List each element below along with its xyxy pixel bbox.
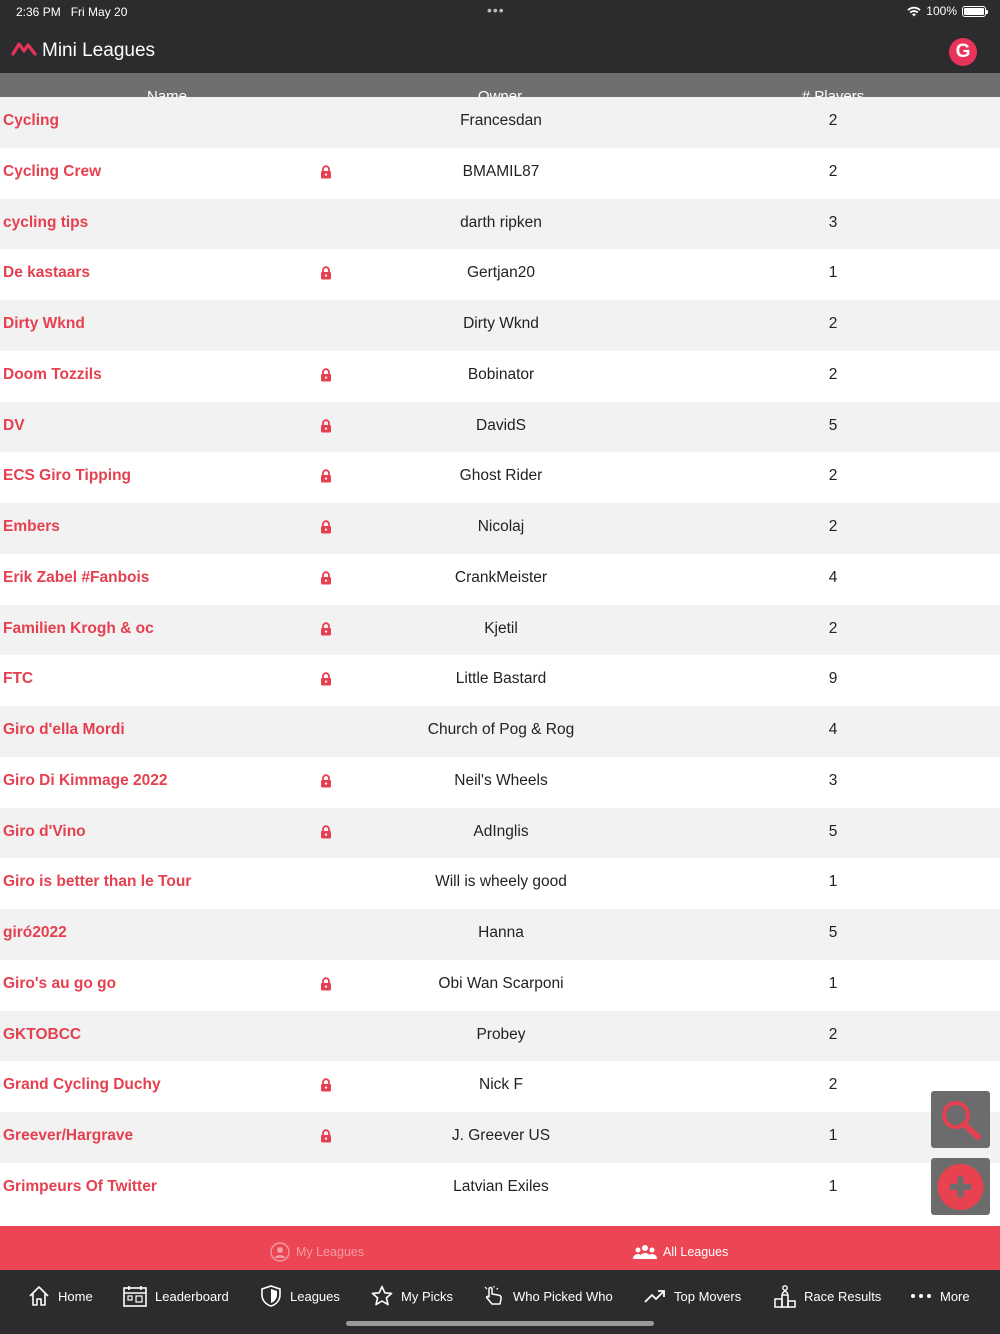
- group-icon: [633, 1243, 657, 1261]
- table-row[interactable]: [0, 300, 1000, 351]
- tab-label-my-picks: My Picks: [401, 1288, 453, 1304]
- table-row[interactable]: [0, 503, 1000, 554]
- add-league-button[interactable]: [931, 1158, 990, 1215]
- league-owner: Will is wheely good: [435, 873, 567, 891]
- league-player-count: 2: [828, 315, 838, 332]
- tab-top-movers[interactable]: [644, 1284, 741, 1308]
- lock-icon: [320, 165, 332, 179]
- segment-label-all-leagues: All Leagues: [663, 1245, 729, 1259]
- league-player-count: 2: [828, 365, 838, 383]
- league-owner: Hanna: [478, 924, 524, 941]
- league-name[interactable]: Cycling: [3, 112, 59, 129]
- lock-icon: [320, 469, 332, 483]
- league-player-count: 1: [828, 264, 838, 282]
- tab-label-leagues: Leagues: [290, 1288, 340, 1304]
- battery-percent: 100%: [926, 4, 957, 18]
- table-row[interactable]: [0, 199, 1000, 250]
- lock-icon: [320, 672, 332, 686]
- league-owner: Gertjan20: [466, 264, 536, 282]
- tab-label-top-movers: Top Movers: [674, 1288, 742, 1304]
- person-icon: [270, 1242, 290, 1262]
- segment-my-leagues[interactable]: [270, 1226, 364, 1270]
- league-name[interactable]: DV: [3, 416, 25, 434]
- league-name[interactable]: Greever/Hargrave: [3, 1127, 134, 1144]
- lock-icon: [320, 266, 332, 280]
- table-row[interactable]: [0, 858, 1000, 909]
- status-right: [907, 4, 986, 18]
- trending-up-icon: [644, 1285, 666, 1307]
- league-owner: AdInglis: [473, 822, 529, 840]
- league-player-count: 1: [828, 1177, 838, 1195]
- table-row[interactable]: [0, 808, 1000, 859]
- tab-leaderboard[interactable]: [123, 1284, 229, 1308]
- league-name[interactable]: Giro d'ella Mordi: [3, 721, 125, 738]
- league-owner: BMAMIL87: [462, 162, 540, 180]
- tab-race-results[interactable]: [774, 1284, 881, 1308]
- tab-more[interactable]: [910, 1284, 970, 1308]
- lock-icon: [320, 1078, 332, 1092]
- app-logo-icon: [12, 40, 36, 56]
- league-filter-segments: [0, 1226, 1000, 1270]
- league-name[interactable]: Embers: [3, 518, 60, 535]
- league-player-count: 1: [828, 873, 838, 891]
- table-row[interactable]: [0, 452, 1000, 503]
- tab-label-home: Home: [58, 1288, 93, 1304]
- calendar-leaderboard-icon: [123, 1285, 147, 1307]
- league-name[interactable]: Giro's au go go: [3, 974, 117, 992]
- tab-label-more: More: [940, 1288, 970, 1304]
- search-icon: [931, 1091, 990, 1148]
- battery-icon: [962, 6, 986, 17]
- tab-home[interactable]: [28, 1284, 93, 1308]
- page-title: Mini Leagues: [42, 40, 156, 61]
- lock-icon: [320, 571, 332, 585]
- league-player-count: 5: [828, 924, 838, 941]
- tab-who-picked-who[interactable]: [483, 1284, 613, 1308]
- league-rows: [0, 97, 1000, 1214]
- league-name[interactable]: Giro is better than le Tour: [3, 873, 192, 891]
- league-owner: Latvian Exiles: [453, 1177, 549, 1195]
- table-row[interactable]: [0, 554, 1000, 605]
- league-player-count: 1: [828, 974, 838, 992]
- table-row[interactable]: [0, 148, 1000, 199]
- segment-all-leagues[interactable]: [633, 1226, 728, 1270]
- league-owner: Bobinator: [467, 365, 535, 383]
- more-dots-icon: [910, 1291, 932, 1301]
- tab-label-race-results: Race Results: [804, 1288, 882, 1304]
- league-name[interactable]: FTC: [3, 670, 34, 688]
- league-owner: CrankMeister: [454, 568, 548, 586]
- tab-label-leaderboard: Leaderboard: [155, 1288, 229, 1304]
- league-name[interactable]: Dirty Wknd: [3, 315, 85, 332]
- table-row[interactable]: [0, 402, 1000, 453]
- league-owner: Ghost Rider: [459, 467, 543, 485]
- lock-icon: [320, 825, 332, 839]
- table-row[interactable]: [0, 1061, 1000, 1112]
- table-row[interactable]: [0, 249, 1000, 300]
- league-player-count: 5: [828, 822, 838, 840]
- table-row[interactable]: [0, 960, 1000, 1011]
- plus-circle-icon: [931, 1158, 990, 1215]
- star-icon: [371, 1285, 393, 1307]
- league-list[interactable]: [0, 112, 1000, 1220]
- league-player-count: 5: [828, 416, 838, 434]
- league-owner: Nicolaj: [477, 518, 525, 535]
- league-player-count: 9: [828, 670, 838, 688]
- tab-label-who-picked-who: Who Picked Who: [513, 1288, 613, 1304]
- podium-icon: [774, 1284, 796, 1308]
- multitasking-dots-icon[interactable]: •••: [487, 2, 505, 18]
- table-row[interactable]: [0, 706, 1000, 757]
- league-player-count: 3: [828, 771, 838, 789]
- league-owner: Dirty Wknd: [463, 315, 539, 332]
- search-button[interactable]: [931, 1091, 990, 1148]
- pointing-hand-icon: [483, 1285, 505, 1307]
- league-name[interactable]: Doom Tozzils: [3, 365, 102, 383]
- league-name[interactable]: Grimpeurs Of Twitter: [3, 1177, 157, 1195]
- league-name[interactable]: ECS Giro Tipping: [3, 467, 132, 485]
- wifi-icon: [907, 6, 921, 17]
- lock-icon: [320, 520, 332, 534]
- status-time: 2:36 PM Fri May 20: [16, 5, 128, 19]
- home-indicator[interactable]: [346, 1321, 654, 1326]
- table-row[interactable]: [0, 605, 1000, 656]
- lock-icon: [320, 774, 332, 788]
- avatar[interactable]: G: [949, 38, 977, 66]
- table-row[interactable]: [0, 655, 1000, 706]
- league-owner: Church of Pog & Rog: [427, 721, 575, 738]
- league-owner: Nick F: [479, 1076, 523, 1094]
- lock-icon: [320, 368, 332, 382]
- league-player-count: 3: [828, 213, 838, 231]
- lock-icon: [320, 419, 332, 433]
- shield-icon: [260, 1285, 282, 1307]
- league-name[interactable]: cycling tips: [3, 213, 89, 231]
- lock-icon: [320, 1129, 332, 1143]
- nav-bar: [0, 26, 1000, 73]
- league-name[interactable]: GKTOBCC: [3, 1025, 82, 1043]
- league-player-count: 2: [828, 518, 838, 535]
- table-row[interactable]: [0, 97, 1000, 148]
- league-player-count: 4: [828, 721, 838, 738]
- league-owner: Neil's Wheels: [454, 771, 548, 789]
- home-icon: [28, 1285, 50, 1307]
- league-name[interactable]: giró2022: [3, 924, 67, 941]
- league-name[interactable]: Grand Cycling Duchy: [3, 1076, 161, 1094]
- league-name[interactable]: Giro Di Kimmage 2022: [3, 771, 168, 789]
- table-row[interactable]: [0, 1011, 1000, 1062]
- league-name[interactable]: Giro d'Vino: [3, 822, 86, 840]
- league-player-count: 2: [828, 1025, 838, 1043]
- league-owner: Little Bastard: [455, 670, 547, 688]
- league-player-count: 2: [828, 162, 838, 180]
- league-owner: Probey: [476, 1025, 526, 1043]
- segment-label-my-leagues: My Leagues: [296, 1245, 365, 1259]
- league-owner: DavidS: [476, 416, 526, 434]
- league-name[interactable]: Erik Zabel #Fanbois: [3, 568, 150, 586]
- table-row[interactable]: [0, 351, 1000, 402]
- league-player-count: 1: [828, 1127, 838, 1144]
- league-player-count: 2: [828, 112, 838, 129]
- league-player-count: 2: [828, 1076, 838, 1094]
- league-player-count: 2: [828, 619, 838, 637]
- tab-my-picks[interactable]: [371, 1284, 453, 1308]
- league-name[interactable]: Familien Krogh & oc: [3, 619, 154, 637]
- league-owner: Francesdan: [460, 112, 542, 129]
- lock-icon: [320, 977, 332, 991]
- league-name[interactable]: De kastaars: [3, 264, 91, 282]
- league-name[interactable]: Cycling Crew: [3, 162, 102, 180]
- table-row[interactable]: [0, 757, 1000, 808]
- table-row[interactable]: [0, 1163, 1000, 1214]
- table-row[interactable]: [0, 909, 1000, 960]
- status-bar: [0, 0, 1000, 26]
- league-player-count: 4: [828, 568, 838, 586]
- tab-leagues[interactable]: [260, 1284, 340, 1308]
- league-owner: J. Greever US: [451, 1127, 551, 1144]
- league-owner: darth ripken: [460, 213, 542, 231]
- league-owner: Obi Wan Scarponi: [438, 974, 564, 992]
- league-player-count: 2: [828, 467, 838, 485]
- league-owner: Kjetil: [484, 619, 518, 637]
- table-row[interactable]: [0, 1112, 1000, 1163]
- lock-icon: [320, 622, 332, 636]
